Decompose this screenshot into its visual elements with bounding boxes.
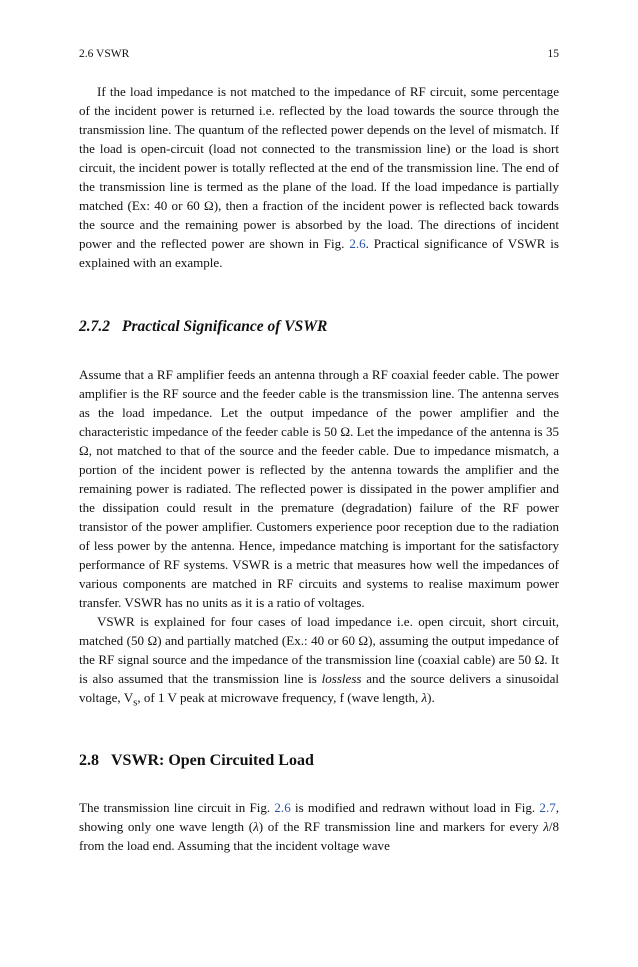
- running-head-section: 2.6 VSWR: [79, 48, 130, 60]
- paragraph-amplifier-example: Assume that a RF amplifier feeds an antenna through a RF coaxial feeder cable. The power amplifier is the RF source and the feeder cable is the transmission line. The antenna serves as the load impedance. Let the output impedance of the power amplifier and the characteristic impedance of the feeder cable is 50 Ω. Let the impedance of the antenna is 35 Ω, not matched to that of the source and the feeder cable. Due to impedance mismatch, a portion of the incident power is reflected by the antenna towards the amplifier and the remaining power is radiated. The reflected power is dissipated in the power amplifier and the dissipation could result in the premature (degradation) failure of the RF power transistor of the power amplifier. Customers experience poor reception due to the radiation of less power by the antenna. Hence, impedance matching is important for the satisfactory performance of RF systems. VSWR is a metric that measures how well the impedances of various components are matched in RF circuits and systems to realise maximum power transfer. VSWR has no units as it is a ratio of voltages.: [79, 367, 559, 610]
- paragraph-four-cases: [79, 612, 559, 713]
- subsection-title: Practical Significance of VSWR: [122, 318, 328, 335]
- text-run: If the load impedance is not matched to the impedance of RF circuit, some percentage of the incident power is returned i.e. reflected by the load towards the source through the transmission line. The quantum of the reflected power depends on the level of mismatch. If the load is open-circuit (load not connected to the transmission line) or the load is short circuit, the incident power is totally reflected at the end of the transmission line. The end of the transmission line is termed as the plane of the load. If the load impedance is partially matched (Ex: 40 or 60 Ω), then a fraction of the incident power is reflected back towards the source and the remaining power is absorbed by the load. The directions of incident power and the reflected power are shown in Fig.: [79, 84, 559, 251]
- text-run: The transmission line circuit in Fig.: [79, 800, 275, 815]
- paragraph-reflected-power: [79, 82, 559, 272]
- section-number: 2.8: [79, 752, 99, 769]
- section-heading: [79, 752, 314, 770]
- subsection-body: [79, 365, 559, 713]
- text-run: , of 1 V peak at microwave frequency, f (wave length,: [137, 690, 422, 705]
- paragraph-open-circuit: [79, 798, 559, 855]
- subsection-heading: [79, 318, 327, 336]
- lambda-symbol: λ: [421, 690, 428, 705]
- page-number: 15: [547, 48, 559, 60]
- text-run: ).: [427, 690, 435, 705]
- figure-link-2-6[interactable]: 2.6: [349, 236, 366, 251]
- figure-link-2-7[interactable]: 2.7: [539, 800, 556, 815]
- text-run: . Practical significance of VSWR is explained with an example.: [79, 236, 559, 270]
- section-title: VSWR: Open Circuited Load: [111, 752, 314, 769]
- lambda-symbol: λ: [253, 819, 259, 834]
- lambda-symbol: λ: [543, 819, 549, 834]
- text-run: and the source delivers a sinusoidal voltage, V: [79, 671, 559, 705]
- subsection-number: 2.7.2: [79, 318, 110, 335]
- italic-lossless: lossless: [321, 671, 362, 686]
- text-run: is modified and redrawn without load in Fig.: [290, 800, 540, 815]
- subscript-s: s: [133, 696, 138, 709]
- text-run: , showing only one wave length (: [79, 800, 559, 834]
- text-run: /8 from the load end. Assuming that the incident voltage wave: [79, 819, 559, 853]
- text-run: VSWR is explained for four cases of load impedance i.e. open circuit, short circuit, matched (50 Ω) and partially matched (Ex.: 40 or 60 Ω), assuming the output impedance of the RF signal source and the impedance of the transmission line (coaxial cable) are 50 Ω. It is also assumed that the transmission line is: [79, 614, 559, 686]
- figure-link-2-6[interactable]: 2.6: [274, 800, 291, 815]
- running-head: [79, 48, 559, 64]
- text-run: ) of the RF transmission line and markers for every: [258, 819, 544, 834]
